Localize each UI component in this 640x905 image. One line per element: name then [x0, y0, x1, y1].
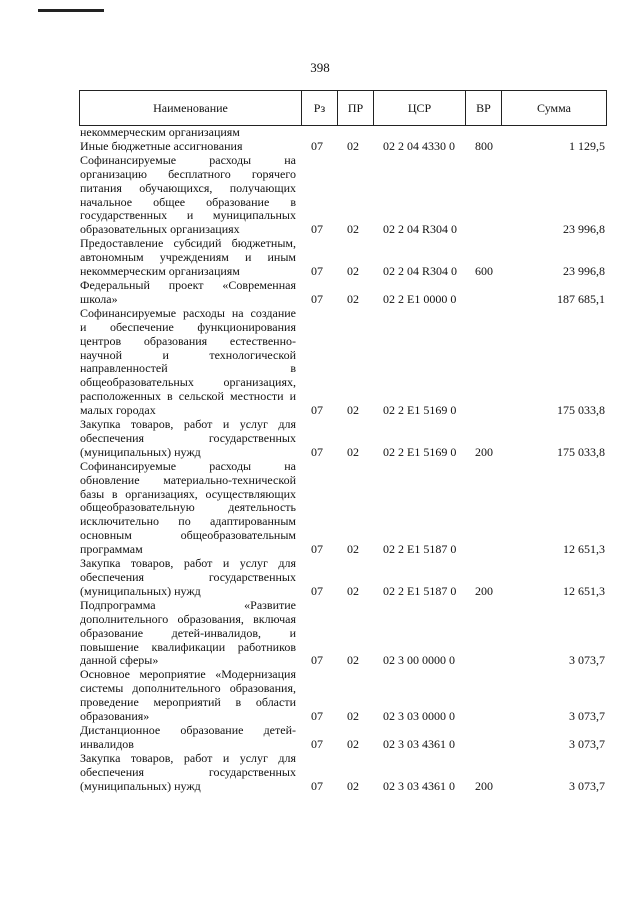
row-sum: 12 651,3 [563, 583, 605, 598]
row-name-line: Закупка товаров, работ и услуг для [80, 417, 296, 432]
row-name-line: Софинансируемые расходы на [80, 152, 296, 167]
row-csr: 02 2 04 R304 0 [383, 222, 458, 237]
row-csr: 02 2 E1 5187 0 [383, 542, 457, 557]
row-name-line: расположенных в сельской местности и [80, 389, 296, 404]
row-name-line: Иные бюджетные ассигнования [80, 138, 243, 153]
row-pr: 02 [347, 444, 359, 459]
table-row [80, 154, 605, 237]
row-rz: 07 [311, 542, 323, 557]
row-rz: 07 [311, 736, 323, 751]
row-pr: 02 [347, 222, 359, 237]
row-vr: 200 [475, 444, 493, 459]
table-row [80, 668, 605, 724]
row-name-line: центров образования естественно- [80, 333, 296, 348]
header-sum: Сумма [501, 91, 606, 125]
row-csr: 02 2 04 4330 0 [383, 138, 455, 153]
row-name-line: Софинансируемые расходы на [80, 458, 296, 473]
row-name [80, 599, 296, 669]
row-rz: 07 [311, 444, 323, 459]
row-name-line: (муниципальных) нужд [80, 444, 201, 459]
row-sum: 23 996,8 [563, 222, 605, 237]
row-name-line: базы в организациях, осуществляющих [80, 486, 296, 501]
row-name-line: обеспечения государственных [80, 570, 296, 584]
row-name-line: государственных и муниципальных [80, 208, 296, 223]
row-pr: 02 [347, 736, 359, 751]
row-name [80, 418, 296, 460]
table-row [80, 599, 605, 669]
row-name-line: (муниципальных) нужд [80, 778, 201, 793]
table-row [80, 307, 605, 418]
row-name-line: Подпрограмма «Развитие [80, 597, 296, 612]
row-rz: 07 [311, 653, 323, 668]
table-row [80, 126, 605, 140]
row-pr: 02 [347, 778, 359, 793]
row-sum: 12 651,3 [563, 542, 605, 557]
row-name-line: некоммерческим организациям [80, 125, 240, 139]
table-header [79, 90, 607, 126]
row-name [80, 724, 296, 752]
row-name-line: Софинансируемые расходы на создание [80, 305, 296, 320]
row-pr: 02 [347, 709, 359, 724]
row-csr: 02 2 E1 5187 0 [383, 583, 457, 598]
table-row [80, 237, 605, 279]
row-name-line: данной сферы» [80, 653, 159, 668]
row-pr: 02 [347, 542, 359, 557]
row-csr: 02 2 04 R304 0 [383, 264, 458, 279]
header-vr: ВР [465, 91, 501, 125]
row-name-line: обеспечения государственных [80, 430, 296, 445]
row-name [80, 668, 296, 724]
row-name [80, 126, 296, 140]
row-name-line: автономным учреждениям и иным [80, 250, 296, 265]
row-name-line: Федеральный проект «Современная [80, 277, 296, 292]
table-row [80, 460, 605, 557]
row-name-line: повышение квалификации работников [80, 639, 296, 654]
row-rz: 07 [311, 583, 323, 598]
row-name-line: питания обучающихся, получающих [80, 180, 296, 195]
row-csr: 02 2 E1 5169 0 [383, 403, 457, 418]
row-pr: 02 [347, 583, 359, 598]
row-rz: 07 [311, 222, 323, 237]
page-number: 398 [310, 60, 330, 75]
row-name-line: исключительно по адаптированным [80, 514, 296, 529]
table-row [80, 418, 605, 460]
header-name: Наименование [153, 101, 228, 115]
row-name-line: обновление материально-технической [80, 472, 296, 487]
row-name [80, 140, 296, 154]
row-name-line: научной и технологической [80, 347, 296, 362]
row-name-line: Предоставление субсидий бюджетным, [80, 236, 296, 251]
row-name-line: системы дополнительного образования, [80, 681, 296, 696]
row-rz: 07 [311, 709, 323, 724]
row-rz: 07 [311, 291, 323, 306]
row-name-line: общеобразовательную деятельность [80, 500, 296, 515]
row-name [80, 237, 296, 279]
row-sum: 1 129,5 [569, 138, 605, 153]
row-sum: 3 073,7 [569, 736, 605, 751]
row-name-line: обеспечения государственных [80, 764, 296, 779]
row-csr: 02 2 E1 5169 0 [383, 444, 457, 459]
row-csr: 02 3 03 4361 0 [383, 736, 455, 751]
row-name-line: основным общеобразовательным [80, 528, 296, 543]
row-sum: 187 685,1 [557, 291, 605, 306]
row-pr: 02 [347, 291, 359, 306]
row-name [80, 279, 296, 307]
row-name-line: (муниципальных) нужд [80, 583, 201, 598]
row-pr: 02 [347, 264, 359, 279]
row-csr: 02 2 E1 0000 0 [383, 291, 457, 306]
row-rz: 07 [311, 264, 323, 279]
row-name [80, 752, 296, 794]
row-name [80, 460, 296, 557]
row-pr: 02 [347, 138, 359, 153]
row-name-line: направленностей в [80, 361, 296, 376]
row-name [80, 307, 296, 418]
table-row [80, 752, 605, 794]
row-sum: 3 073,7 [569, 709, 605, 724]
row-sum: 3 073,7 [569, 653, 605, 668]
row-name-line: программам [80, 542, 143, 557]
header-csr: ЦСР [373, 91, 465, 125]
row-name-line: образование детей-инвалидов, и [80, 625, 296, 640]
row-name-line: малых городах [80, 403, 156, 418]
row-csr: 02 3 00 0000 0 [383, 653, 455, 668]
row-vr: 600 [475, 264, 493, 279]
row-name-line: проведение мероприятий в области [80, 695, 296, 710]
row-name-line: образования» [80, 709, 150, 724]
row-vr: 800 [475, 138, 493, 153]
table-row [80, 557, 605, 599]
row-name [80, 557, 296, 599]
row-pr: 02 [347, 403, 359, 418]
table-row [80, 279, 605, 307]
row-rz: 07 [311, 138, 323, 153]
row-csr: 02 3 03 4361 0 [383, 778, 455, 793]
row-name-line: инвалидов [80, 736, 134, 751]
row-name-line: Закупка товаров, работ и услуг для [80, 556, 296, 571]
row-name-line: начальное общее образование в [80, 194, 296, 209]
header-pr: ПР [337, 91, 373, 125]
row-name-line: школа» [80, 291, 118, 306]
row-name-line: образовательных организациях [80, 222, 240, 237]
row-name-line: общеобразовательных организациях, [80, 375, 296, 390]
row-pr: 02 [347, 653, 359, 668]
row-csr: 02 3 03 0000 0 [383, 709, 455, 724]
row-name-line: Основное мероприятие «Модернизация [80, 667, 296, 682]
row-sum: 175 033,8 [557, 403, 605, 418]
row-vr: 200 [475, 583, 493, 598]
row-name-line: и обеспечение функционирования [80, 319, 296, 334]
row-vr: 200 [475, 778, 493, 793]
row-rz: 07 [311, 778, 323, 793]
header-rz: Рз [301, 91, 337, 125]
row-name-line: некоммерческим организациям [80, 264, 240, 279]
table-row [80, 724, 605, 752]
table-row [80, 140, 605, 154]
row-name-line: дополнительного образования, включая [80, 611, 296, 626]
row-sum: 23 996,8 [563, 264, 605, 279]
table-body [80, 126, 605, 794]
row-name [80, 154, 296, 237]
row-name-line: Дистанционное образование детей- [80, 722, 296, 737]
scan-edge-mark [38, 9, 104, 12]
row-sum: 175 033,8 [557, 444, 605, 459]
row-name-line: организацию бесплатного горячего [80, 166, 296, 181]
row-sum: 3 073,7 [569, 778, 605, 793]
row-name-line: Закупка товаров, работ и услуг для [80, 750, 296, 765]
row-rz: 07 [311, 403, 323, 418]
